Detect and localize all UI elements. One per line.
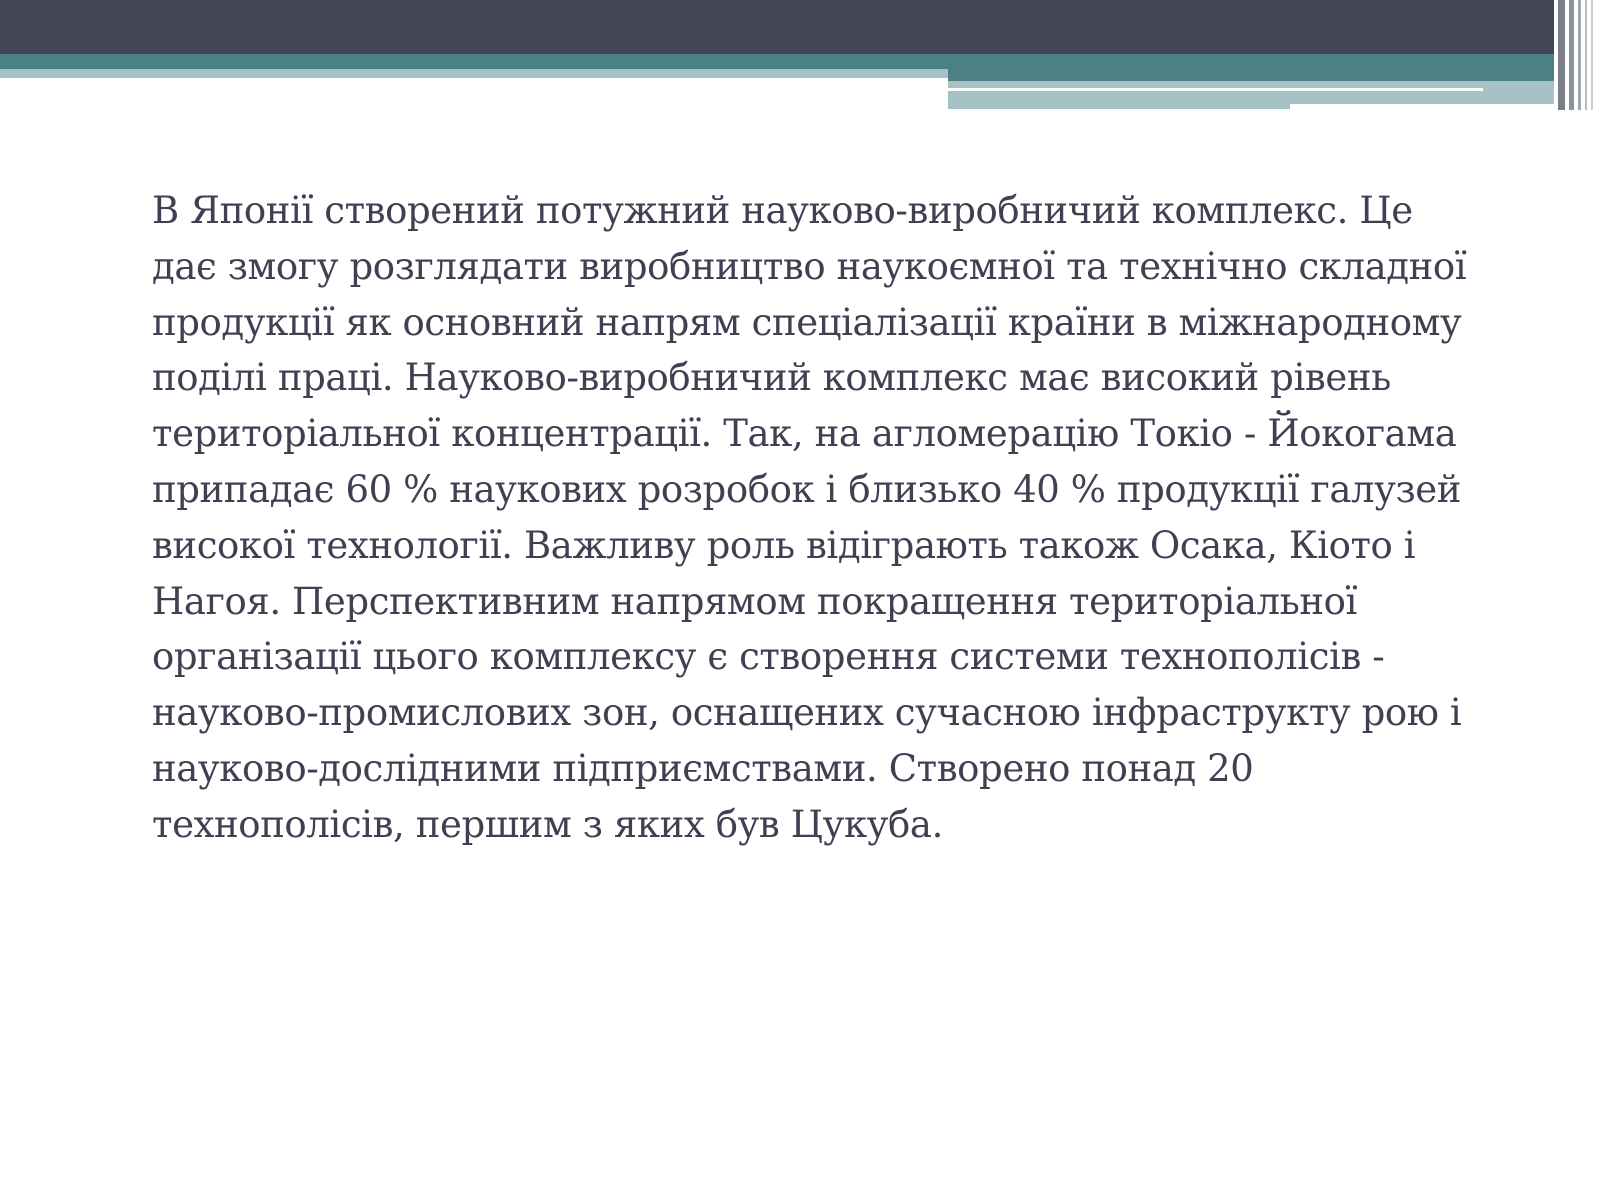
header-light-bar-left — [0, 69, 948, 78]
header-teal-bar — [0, 54, 1570, 69]
edge-stripe — [1558, 0, 1565, 110]
body-paragraph: В Японії створений потужний науково-виробничий комплекс. Це дає змогу розглядати виробництво наукоємної та технічно складної продукції як основний напрям спеціалізації країни в міжнародному поділі праці. Науково-виробничий комплекс має високий рівень територіальної концентрації. Так, на агломерацію Токіо - Йокогама припадає 60 % наукових розробок і близько 40 % продукції галузей високої технології. Важливу роль відіграють також Осака, Кіото і Нагоя. Перспективним напрямом покращення територіальної організації цього комплексу є створення системи технополісів - науково-промислових зон, оснащених сучасною інфраструкту рою і науково-дослідними підприємствами. Створено понад 20 технополісів, першим з яких був Цукуба. — [152, 189, 1467, 846]
header-dark-bar — [0, 0, 1600, 54]
edge-stripe — [1591, 0, 1593, 110]
right-edge-stripes — [1554, 0, 1600, 110]
edge-stripe — [1578, 0, 1581, 110]
header-divider-line-short — [1290, 104, 1570, 109]
header-teal-bar-right — [948, 69, 1570, 81]
edge-stripe — [1585, 0, 1587, 110]
header-divider-line — [948, 88, 1483, 91]
edge-stripe — [1569, 0, 1574, 110]
slide-body — [152, 183, 1482, 853]
